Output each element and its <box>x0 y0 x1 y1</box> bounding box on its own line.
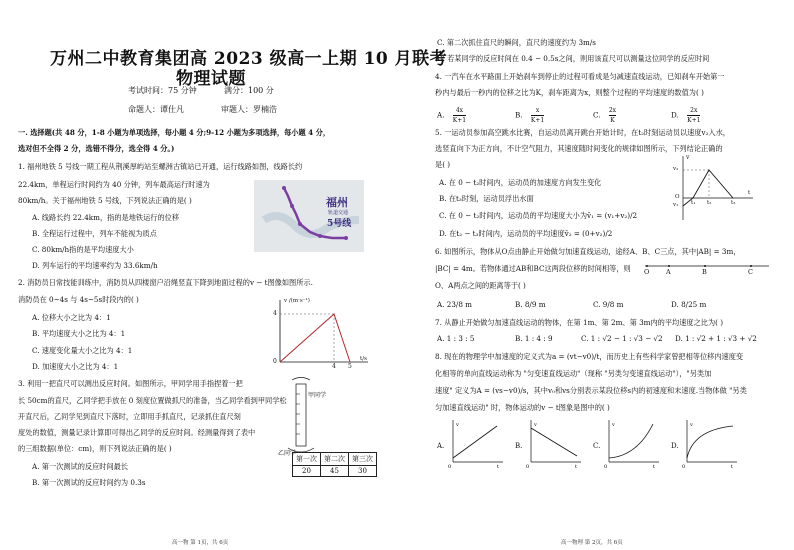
q2-origin: 0 <box>273 358 277 365</box>
svg-text:v: v <box>534 422 537 428</box>
table-header: 第三次 <box>349 453 377 466</box>
q6-stem-line: O、A两点之间的距离等于( ) <box>435 281 526 290</box>
q6-option: C. 9/8 m <box>593 300 624 309</box>
q6-line-diagram <box>643 262 771 280</box>
q5-option: D. 在t₂ − t₃时间内，运动员的平均速度v̄₂ = (0+v₂)/2 <box>439 229 613 238</box>
q3-stem-line: 度处的数值，测量记录计算即可得出乙同学的反应时间。经测量得到了表中 <box>18 428 256 437</box>
exam-title: 万州二中教育集团高 2023 级高一上期 10 月联考 <box>50 49 448 69</box>
table-cell: 30 <box>349 466 377 477</box>
q8-option-b: B. <box>515 442 523 450</box>
q3-stem-line: 长 50cm的直尺，乙同学把手放在 0 刻度位置做抓尺的准备，当乙同学看到甲同学松 <box>18 396 287 405</box>
map-city: 福州 <box>326 196 348 209</box>
q4-stem-line: 4. 一汽车在水平路面上开始刹车到停止的过程可看成是匀减速直线运动，已知刹车开始第一 <box>435 72 725 81</box>
q2-stem-line: 消防员在 0~4s 与 4s~5s时段内的( ) <box>18 295 139 304</box>
q2-xtick: 5 <box>348 363 352 370</box>
hand-icon <box>292 378 310 381</box>
page-footer: 高一物理 第 2页，共 6页 <box>561 540 623 546</box>
q4-option-b <box>515 106 544 125</box>
q7-option: D. 1 : √2 + 1 : √3 + √2 <box>675 334 757 343</box>
q1-option: A. 线路长约 22.4km，指的是地铁运行的位移 <box>32 213 180 222</box>
q8-stem-line: 速度" 定义为A = (vs−v0)/s，其中v₀和vs分别表示某段位移s内的初速度和末速度.当物体做 "另类 <box>435 386 747 395</box>
student-a-label: 甲同学 <box>308 392 327 399</box>
page-footer: 高一物 第 1页，共 6页 <box>172 540 229 546</box>
q3-option: B. 第一次测试的反应时间约为 0.3s <box>32 478 146 487</box>
q5-ytick: v₂ <box>673 166 679 172</box>
q5-xtick: t₁ <box>691 200 696 206</box>
q2-option: C. 速度变化量大小之比为 4：1 <box>32 346 133 355</box>
q3-option: C. 第二次抓住直尺的瞬间，直尺的速度约为 3m/s <box>437 38 596 47</box>
ruler-icon <box>296 384 306 446</box>
fraction-num: 4x <box>453 106 466 116</box>
point-label: C <box>748 268 753 276</box>
exam-subtitle: 物理试题 <box>176 69 246 89</box>
svg-text:t: t <box>731 464 734 468</box>
svg-text:v: v <box>612 422 615 428</box>
table-cell: 45 <box>321 466 349 477</box>
q5-option: C. 在 0 − t₂时间内，运动员的平均速度大小为v̄₁ = (v₁+v₂)/2 <box>439 211 638 220</box>
author: 命题人：谭仕凡 <box>128 105 184 114</box>
section-heading-2: 选对但不全得 2 分，选错不得分，选全得 4 分。) <box>18 144 175 153</box>
option-letter: A. <box>437 110 445 120</box>
point-label: O <box>644 268 650 276</box>
metro-map <box>254 180 364 252</box>
q2-option: A. 位移大小之比为 4：1 <box>32 313 111 322</box>
svg-text:t: t <box>575 464 578 468</box>
fraction-num: 2x <box>608 107 617 114</box>
ruler-figure <box>278 376 338 458</box>
q1-stem-line: 80km/h。关于福州地铁 5 号线，下列说法正确的是( ) <box>18 196 192 205</box>
q1-stem-line: 22.4km，单程运行时间约为 40 分钟，列车最高运行时速为 <box>18 180 210 189</box>
q4-stem-line: 秒内与最后一秒内的位移之比为K，刹车距离为x，则整个过程的平均速度的数值为( ) <box>435 88 704 97</box>
q2-xlabel: t/s <box>360 356 367 362</box>
fraction-den: K+1 <box>687 117 701 124</box>
map-caption: 轨道交通 <box>328 210 349 216</box>
q8-graph-c <box>603 418 663 472</box>
right-page <box>397 0 794 550</box>
q1-option: D. 列车运行的平均速率约为 33.6km/h <box>32 261 158 270</box>
q6-stem-line: |BC| = 4m。若物体通过AB和BC这两段位移的时间相等，则 <box>435 264 631 273</box>
q2-option: B. 平均速度大小之比为 4：1 <box>32 329 126 338</box>
q1-option: C. 80km/h指的是平均速度大小 <box>32 245 134 254</box>
option-letter: B. <box>515 110 523 120</box>
svg-text:0: 0 <box>604 464 608 468</box>
q4-option-d <box>671 106 700 125</box>
table-header: 第一次 <box>293 453 321 466</box>
q2-option: D. 加速度大小之比为 4：1 <box>32 362 119 371</box>
table-cell: 20 <box>293 466 321 477</box>
q5-xtick: t₃ <box>731 200 736 206</box>
table-header: 第二次 <box>321 453 349 466</box>
q5-option: B. 在t₃时刻，运动员浮出水面 <box>439 194 534 203</box>
svg-text:0: 0 <box>682 464 686 468</box>
q5-stem-line: 是( ) <box>435 160 451 169</box>
option-letter: C. <box>593 110 601 120</box>
q2-ylabel: v /(m·s⁻¹) <box>284 298 310 304</box>
q7-option: B. 1 : 4 : 9 <box>515 334 553 343</box>
q3-stem-line: 开直尺后，乙同学见到直尺下落时，立即用手抓直尺，记录抓住直尺刻 <box>18 412 241 421</box>
svg-text:t: t <box>653 464 656 468</box>
q3-option: D. 若某同学的反应时间在 0.4 − 0.5s之间，则用该直尺可以测量这位同学的反应时间 <box>437 54 710 63</box>
q8-stem-line: 8. 现在的物理学中加速度的定义式为a = (vt−v0)/t，而历史上有些科学家曾把相等位移内速度变 <box>435 352 744 361</box>
fraction-den: K <box>610 117 615 124</box>
q1-stem-line: 1. 福州地铁 5 号线一期工程从荆溪厚屿站至螺洲古镇站已开通，运行线路如图，线路长约 <box>18 162 303 171</box>
q5-option: A. 在 0 − t₂时间内，运动员的加速度方向发生变化 <box>439 178 602 187</box>
q2-stem-line: 2. 消防员日常技能训练中，消防员从四楼窗户沿绳竖直下降到地面过程的v − t图像如图所示. <box>18 278 313 287</box>
q6-stem-line: 6. 如图所示，物体从O点由静止开始做匀加速直线运动，途经A、B、C三点，其中|AB| = 3m， <box>435 247 741 256</box>
svg-text:v: v <box>690 422 693 428</box>
q5-xlabel: t <box>748 190 751 196</box>
q5-stem-line: 5. 一运动员参加高空跳水比赛，自运动员离开跳台开始计时，在t₂时刻运动员以速度v₂入水， <box>435 128 730 137</box>
q6-option: B. 8/9 m <box>515 300 546 309</box>
vt-line <box>280 314 350 362</box>
q5-stem-line: 选竖直向下为正方向，不计空气阻力，其速度随时间变化的规律如图所示，下列结论正确的 <box>435 144 723 153</box>
q7-stem-line: 7. 从静止开始做匀加速直线运动的物体，在第 1m、第 2m、第 3m内的平均速度之比为( ) <box>435 318 724 327</box>
full-score: 满分：100 分 <box>224 86 274 95</box>
q2-xtick: 4 <box>332 363 336 370</box>
q2-ytick: 4 <box>273 310 277 317</box>
q3-stem-line: 3. 利用一把直尺可以测出反应时间。如图所示，甲同学用手指捏着一把 <box>18 379 243 388</box>
exam-time: 考试时间：75 分钟 <box>128 86 197 95</box>
q8-stem-line: 化相等的单向直线运动称为 "匀变速直线运动"（现称 "另类匀变速直线运动"），"另类加 <box>435 369 712 378</box>
q6-option: A. 23/8 m <box>437 300 473 309</box>
svg-text:0: 0 <box>526 464 530 468</box>
q5-xtick: t₂ <box>707 200 712 206</box>
q1-option: B. 全程运行过程中，列车不能视为质点 <box>32 229 157 238</box>
q8-graph-d <box>681 418 741 472</box>
reviewer: 审题人：罗楠浩 <box>221 105 277 114</box>
svg-text:t: t <box>497 464 500 468</box>
student-b-label: 乙同学 <box>278 450 297 457</box>
q3-data-table <box>292 452 377 477</box>
fraction-den: K+1 <box>452 117 467 124</box>
fraction-den: K+1 <box>530 117 545 124</box>
q7-option: A. 1 : 3 : 5 <box>437 334 475 343</box>
q5-ytick: v₁ <box>673 202 679 208</box>
q4-option-c <box>593 106 616 125</box>
q4-option-a <box>437 106 466 125</box>
map-line: 5号线 <box>327 219 352 229</box>
fraction-num: 2x <box>687 106 700 116</box>
section-heading: 一. 选择题(共 48 分，1-8 小题为单项选择，每小题 4 分;9-12 小题为多项选择，每小题 4 分， <box>18 128 331 137</box>
q5-vt-graph <box>673 154 755 224</box>
q5-ylabel: v <box>686 154 690 161</box>
q2-vt-graph <box>268 296 373 370</box>
svg-text:v: v <box>456 422 459 428</box>
q8-option-c: C. <box>593 442 601 450</box>
point-label: A <box>666 268 671 276</box>
svg-text:0: 0 <box>448 464 452 468</box>
q8-graph-a <box>447 418 507 472</box>
q5-origin: O <box>675 194 680 200</box>
q3-option: A. 第一次测试的反应时间最长 <box>32 462 129 471</box>
option-letter: D. <box>671 110 679 120</box>
q8-option-a: A. <box>437 442 445 450</box>
fraction-num: x <box>531 106 544 116</box>
q8-graph-b <box>525 418 585 472</box>
point-label: B <box>702 268 707 276</box>
q8-option-d: D. <box>671 442 679 450</box>
q6-option: D. 8/25 m <box>671 300 707 309</box>
q8-stem-line: 匀加速直线运动" 时，物体运动的v − t图象是图中的( ) <box>435 403 610 412</box>
q7-option: C. 1 : √2 − 1 : √3 − √2 <box>581 334 663 343</box>
q3-stem-line: 的三组数据(单位：cm)，则下列说法正确的是( ) <box>18 444 172 453</box>
